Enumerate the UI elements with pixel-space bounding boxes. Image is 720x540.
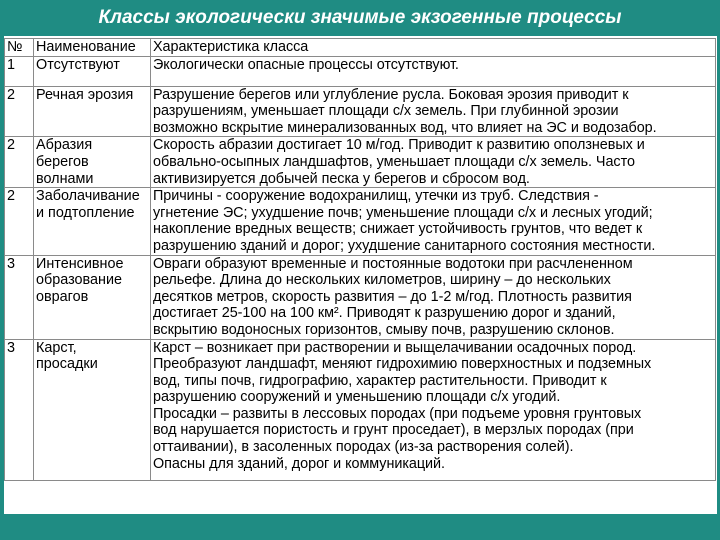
table-row (5, 255, 716, 339)
table-row (5, 188, 716, 255)
table-row (5, 56, 716, 86)
row-number: 3 (5, 339, 34, 480)
table-row (5, 339, 716, 480)
slide-title: Классы экологически значимые экзогенные процессы (98, 7, 622, 28)
row-number: 1 (5, 56, 34, 86)
row-number: 3 (5, 255, 34, 339)
header-number: № (5, 39, 34, 57)
table-row (5, 86, 716, 137)
row-description: Карст – возникает при растворении и выщелачивании осадочных пород. Преобразуют ландшафт, меняют гидрохимию поверхностных и подземных вод, типы почв, гидрографию, характер растительности. Приводит к разрушению сооружений и уменьшению площади с/х угодий. Просадки – развиты в лессовых породах (при подъеме уровня грунтовых вод нарушается пористость и грунт проседает), в мерзлых породах (при оттаивании), в засоленных породах (из-за растворения солей). Опасны для зданий, дорог и коммуникаций. (151, 339, 716, 480)
row-name: Карст, просадки (34, 339, 151, 480)
row-name: Речная эрозия (34, 86, 151, 137)
row-name: Заболачивание и подтопление (34, 188, 151, 255)
processes-table (4, 38, 716, 481)
table-row (5, 137, 716, 188)
row-name: Интенсивное образование оврагов (34, 255, 151, 339)
row-description: Скорость абразии достигает 10 м/год. Приводит к развитию оползневых и обвально-осыпных ландшафтов, уменьшает площади с/х земель. Часто активизируется добычей песка у берегов и сбросом вод. (151, 137, 716, 188)
row-description: Причины - сооружение водохранилищ, утечки из труб. Следствия - угнетение ЭС; ухудшение почв; уменьшение площади с/х и лесных угодий; накопление вредных веществ; снижает устойчивость грунтов, что ведет к разрушению зданий и дорог; ухудшение санитарного состояния местности. (151, 188, 716, 255)
row-name: Абразия берегов волнами (34, 137, 151, 188)
row-number: 2 (5, 86, 34, 137)
header-name: Наименование (34, 39, 151, 57)
table-sheet (4, 36, 717, 514)
table-header-row (5, 39, 716, 57)
row-number: 2 (5, 137, 34, 188)
row-number: 2 (5, 188, 34, 255)
bottom-band (0, 514, 720, 540)
header-description: Характеристика класса (151, 39, 716, 57)
row-description: Разрушение берегов или углубление русла. Боковая эрозия приводит к разрушениям, уменьшает площади с/х земель. При глубинной эрозии возможно вскрытие минерализованных вод, что влияет на ЭС и водозабор. (151, 86, 716, 137)
row-description: Овраги образуют временные и постоянные водотоки при расчлененном рельефе. Длина до нескольких километров, ширину – до нескольких десятков метров, скорость развития – до 1-2 м/год. Плотность развития достигает 25-100 на 100 км². Приводят к разрушению дорог и зданий, вскрытию водоносных горизонтов, смыву почв, разрушению склонов. (151, 255, 716, 339)
row-description: Экологически опасные процессы отсутствуют. (151, 56, 716, 86)
row-name: Отсутствуют (34, 56, 151, 86)
